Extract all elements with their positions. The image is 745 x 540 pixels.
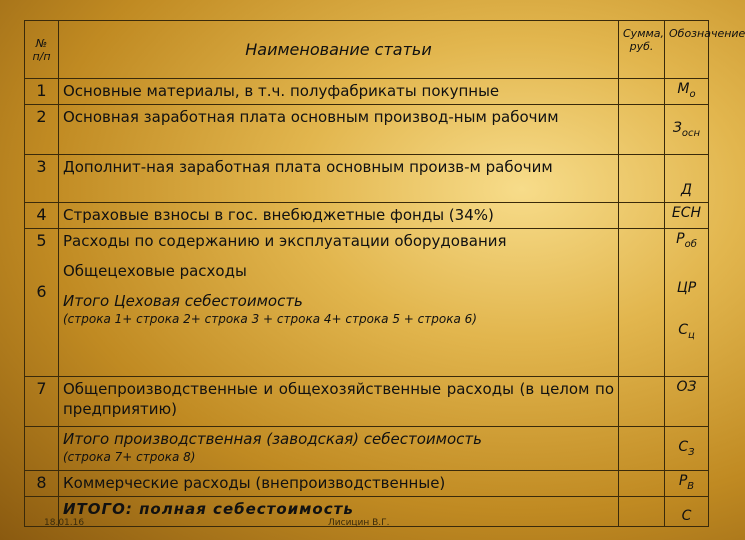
row-sum [619, 155, 665, 203]
row-sum [619, 497, 665, 527]
table-row [25, 203, 709, 229]
row-num: 1 [25, 79, 59, 105]
total-label: ИТОГО: полная себестоимость [63, 500, 354, 518]
row-name: Общецеховые расходы [63, 262, 247, 280]
subtotal-label: Итого Цеховая себестоимость [63, 292, 303, 310]
subtotal-formula: (строка 1+ строка 2+ строка 3 + строка 4+ строка 5 + строка 6) [63, 312, 477, 326]
row-sum [619, 377, 665, 427]
row-name: Дополнит-ная заработная плата основным произв-м рабочим [59, 155, 619, 203]
subtotal-formula: (строка 7+ строка 8) [63, 450, 196, 464]
row-name: Расходы по содержанию и эксплуатации оборудования [63, 232, 507, 250]
row-name: Коммерческие расходы (внепроизводственные) [59, 471, 619, 497]
row-designation: $Р_{об}$ [676, 231, 697, 250]
table-row [25, 471, 709, 497]
row-sum [619, 105, 665, 155]
row-designation: Д [665, 155, 709, 203]
row-num: 4 [25, 203, 59, 229]
row-designation: $С_З$ [665, 427, 709, 471]
row-designation: $Р_В$ [665, 471, 709, 497]
header-num: № п/п [25, 21, 59, 79]
row-num: 5 [36, 231, 47, 250]
row-designation: ЦР [676, 279, 697, 296]
row-sum [619, 229, 665, 377]
row-designation: $З_{осн}$ [665, 105, 709, 155]
row-sum [619, 79, 665, 105]
row-name-group [59, 229, 619, 377]
table-row-group [25, 229, 709, 377]
row-sum [619, 471, 665, 497]
row-designation: ОЗ [665, 377, 709, 427]
row-name: Общепроизводственные и общехозяйственные расходы (в целом по предприятию) [59, 377, 619, 427]
row-sum [619, 427, 665, 471]
table-row [25, 377, 709, 427]
row-designation: ЕСН [665, 203, 709, 229]
header-name: Наименование статьи [59, 21, 619, 79]
row-num [25, 427, 59, 471]
table-row [25, 105, 709, 155]
row-designation: $М_о$ [665, 79, 709, 105]
row-name: Страховые взносы в гос. внебюджетные фонды (34%) [59, 203, 619, 229]
header-sum: Сумма, руб. [619, 21, 665, 79]
row-designation: С [665, 497, 709, 527]
footer-date: 18.01.16 [44, 518, 85, 528]
header-designation: Обозначение [665, 21, 709, 79]
row-name: Основные материалы, в т.ч. полуфабрикаты покупные [59, 79, 619, 105]
table-row [25, 79, 709, 105]
row-num: 6 [36, 282, 47, 301]
row-num: 3 [25, 155, 59, 203]
cost-table [24, 20, 745, 527]
subtotal-label: Итого производственная (заводская) себестоимость [63, 430, 482, 448]
row-num: 7 [25, 377, 59, 427]
row-num: 2 [25, 105, 59, 155]
row-num-group [25, 229, 59, 377]
table-row [25, 427, 709, 471]
row-num: 8 [25, 471, 59, 497]
table-row [25, 155, 709, 203]
row-designation: $С_ц$ [678, 321, 695, 341]
row-designation-group [665, 229, 709, 377]
row-sum [619, 203, 665, 229]
table-header-row [25, 21, 709, 79]
footer-author: Лисицин В.Г. [328, 518, 390, 528]
row-name [59, 427, 619, 471]
row-name: Основная заработная плата основным производ-ным рабочим [59, 105, 619, 155]
